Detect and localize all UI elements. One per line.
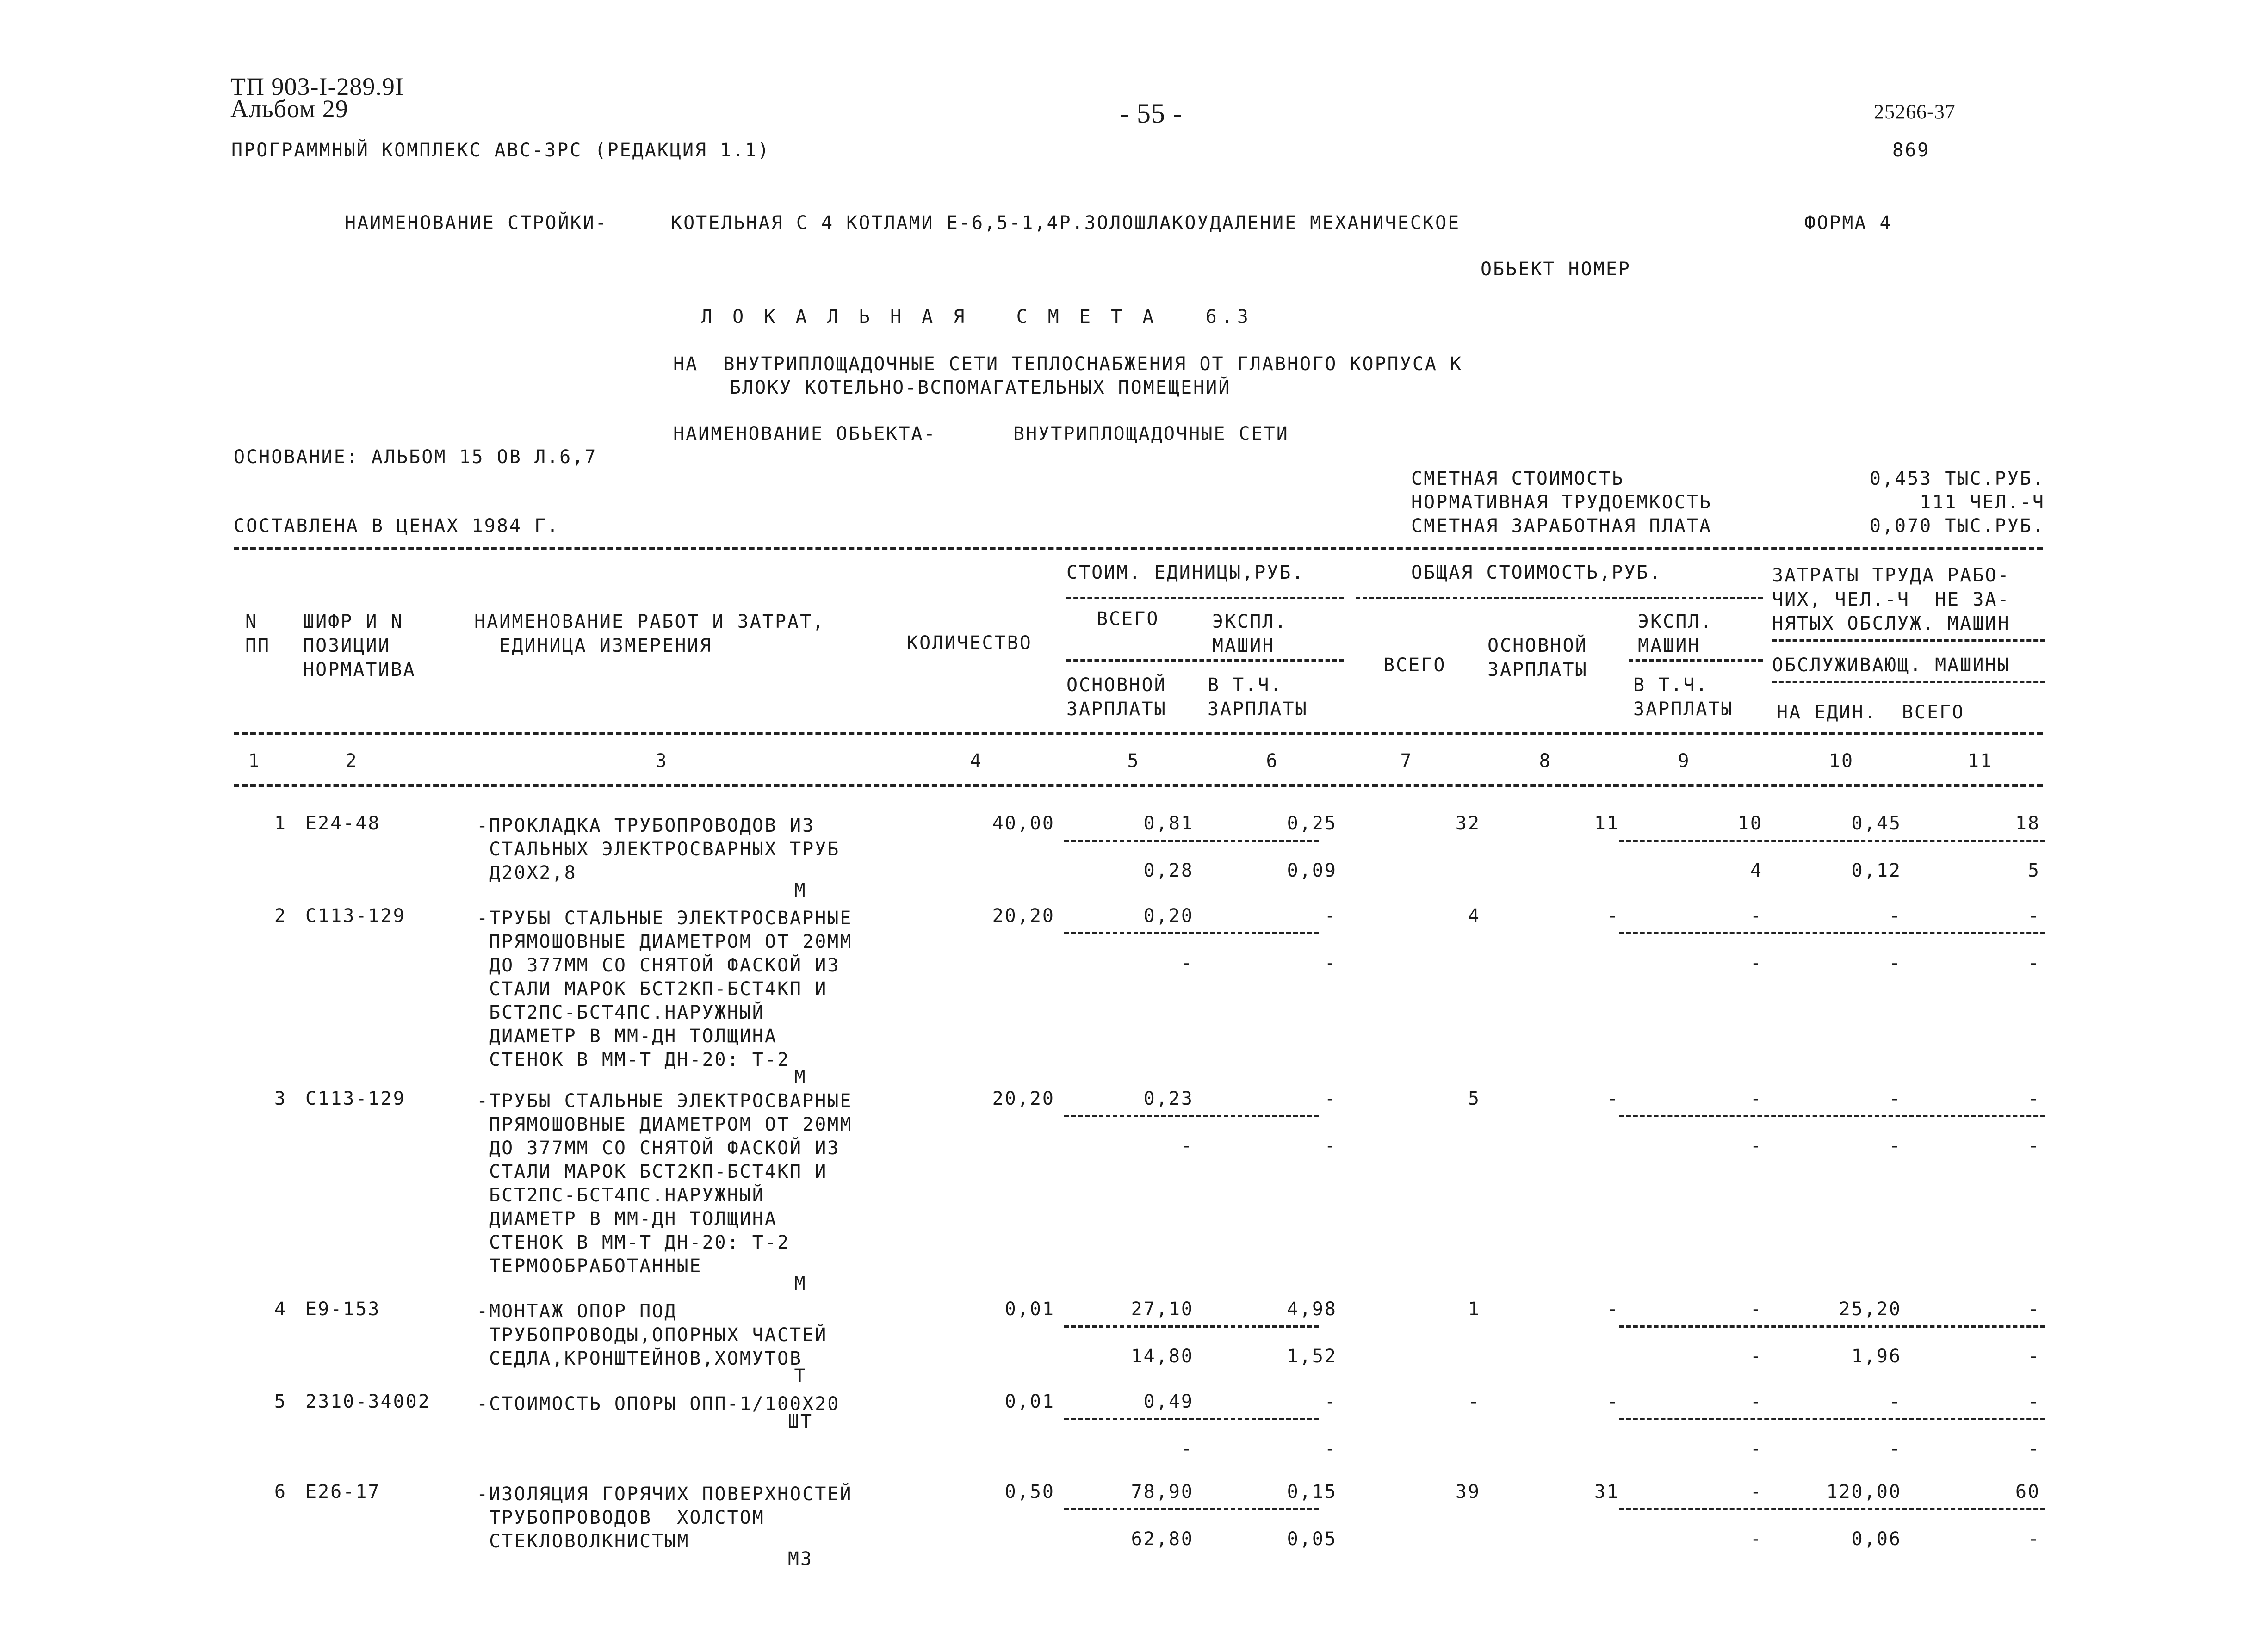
row-wage-col6: 0,05 bbox=[1287, 1528, 1337, 1550]
row-value-col10: - bbox=[1889, 1391, 1902, 1412]
row-value-col8: - bbox=[1606, 1088, 1619, 1109]
row-wage-col10: - bbox=[1889, 1438, 1902, 1460]
row-value-col6: 4,98 bbox=[1287, 1299, 1337, 1320]
row-work-name: -МОНТАЖ ОПОР ПОД ТРУБОПРОВОДЫ,ОПОРНЫХ ЧАСТЕЙ СЕДЛА,КРОНШТЕЙНОВ,ХОМУТОВ bbox=[477, 1301, 828, 1369]
row-sub-rule bbox=[1619, 1325, 2045, 1328]
row-wage-col10: 1,96 bbox=[1851, 1346, 1902, 1367]
row-value-col10: 120,00 bbox=[1826, 1481, 1902, 1503]
row-wage-col10: 0,06 bbox=[1851, 1528, 1902, 1550]
header-total-cost: ОБЩАЯ СТОИМОСТЬ,РУБ. bbox=[1411, 562, 1662, 583]
row-wage-col10: 0,12 bbox=[1851, 860, 1902, 881]
header-labor-rule bbox=[1772, 639, 2045, 642]
sheet-number: 869 bbox=[1892, 140, 1930, 161]
row-sub-rule bbox=[1619, 1418, 2045, 1420]
header-total-incl-wages: В Т.Ч. ЗАРПЛАТЫ bbox=[1633, 674, 1734, 720]
row-code: Е24-48 bbox=[305, 813, 381, 834]
row-number: 5 bbox=[274, 1391, 287, 1412]
header-unit-cost: СТОИМ. ЕДИНИЦЫ,РУБ. bbox=[1066, 562, 1305, 583]
row-wage-col9: 4 bbox=[1750, 860, 1763, 881]
row-code: 2310-34002 bbox=[305, 1391, 431, 1412]
row-value-col7: 4 bbox=[1468, 905, 1481, 927]
row-wage-col11: - bbox=[2027, 1346, 2040, 1367]
header-name: НАИМЕНОВАНИЕ РАБОТ И ЗАТРАТ, ЕДИНИЦА ИЗМЕРЕНИЯ bbox=[474, 611, 825, 656]
row-value-col5: 0,23 bbox=[1143, 1088, 1194, 1109]
row-wage-col5: - bbox=[1181, 1135, 1194, 1157]
row-sub-rule bbox=[1619, 840, 2045, 842]
header-unit-machines: ЭКСПЛ. МАШИН bbox=[1212, 611, 1288, 656]
colnum-7: 7 bbox=[1400, 750, 1413, 772]
row-number: 1 bbox=[274, 813, 287, 834]
row-value-col11: 18 bbox=[2015, 813, 2040, 834]
archive-number: 25266-37 bbox=[1874, 100, 1956, 123]
summary-value-wages: 0,070 ТЫС.РУБ. bbox=[1869, 515, 2045, 537]
header-unit-wages: ОСНОВНОЙ ЗАРПЛАТЫ bbox=[1066, 674, 1167, 720]
row-sub-rule bbox=[1619, 1508, 2045, 1510]
row-wage-col9: - bbox=[1750, 1528, 1763, 1550]
header-code: ШИФР И N ПОЗИЦИИ НОРМАТИВА bbox=[303, 611, 416, 680]
summary-value-labor: 111 ЧЕЛ.-Ч bbox=[1920, 492, 2045, 513]
row-value-col10: - bbox=[1889, 1088, 1902, 1109]
header-labor-machines: ОБСЛУЖИВАЮЩ. МАШИНЫ bbox=[1772, 655, 2010, 676]
row-value-col6: - bbox=[1324, 905, 1337, 927]
row-wage-col5: - bbox=[1181, 952, 1194, 974]
header-unit-incl-wages: В Т.Ч. ЗАРПЛАТЫ bbox=[1208, 674, 1308, 720]
row-unit: М bbox=[794, 880, 807, 901]
row-unit: М bbox=[794, 1067, 807, 1088]
row-work-name: -ТРУБЫ СТАЛЬНЫЕ ЭЛЕКТРОСВАРНЫЕ ПРЯМОШОВНЫЕ ДИАМЕТРОМ ОТ 20ММ ДО 377ММ СО СНЯТОЙ ФАСКОЙ ИЗ СТАЛИ МАРОК БСТ2КП-БСТ4КП И БСТ2ПС-БСТ4ПС.НАРУЖНЫЙ ДИАМЕТР В ММ-ДН ТОЛЩИНА СТЕНОК В ММ-Т ДН-20: Т-2 ТЕРМООБРАБОТАННЫЕ bbox=[477, 1090, 853, 1277]
row-value-col11: 60 bbox=[2015, 1481, 2040, 1503]
row-value-col6: - bbox=[1324, 1088, 1337, 1109]
row-value-col5: 0,20 bbox=[1143, 905, 1194, 927]
row-wage-col10: - bbox=[1889, 952, 1902, 974]
row-wage-col6: - bbox=[1324, 1135, 1337, 1157]
row-sub-rule bbox=[1619, 1115, 2045, 1117]
object-number-label: ОБЬЕКТ НОМЕР bbox=[1481, 259, 1631, 280]
row-sub-rule bbox=[1064, 840, 1319, 842]
summary-label-wages: СМЕТНАЯ ЗАРАБОТНАЯ ПЛАТА bbox=[1411, 515, 1712, 537]
colnum-2: 2 bbox=[345, 750, 358, 772]
row-value-col9: 10 bbox=[1737, 813, 1763, 834]
row-value-col9: - bbox=[1750, 1299, 1763, 1320]
header-labor-split: НА ЕДИН. ВСЕГО bbox=[1777, 702, 1965, 723]
row-unit: М bbox=[794, 1273, 807, 1294]
row-wage-col9: - bbox=[1750, 952, 1763, 974]
row-unit: ШТ bbox=[787, 1411, 813, 1432]
object-label: НАИМЕНОВАНИЕ ОБЬЕКТА- bbox=[673, 423, 936, 445]
colnum-10: 10 bbox=[1828, 750, 1854, 772]
row-number: 3 bbox=[274, 1088, 287, 1109]
header-n: N ПП bbox=[245, 611, 271, 656]
row-wage-col11: - bbox=[2027, 1135, 2040, 1157]
row-unit: Т bbox=[794, 1366, 807, 1387]
header-total-wages: ОСНОВНОЙ ЗАРПЛАТЫ bbox=[1487, 635, 1588, 680]
summary-value-cost: 0,453 ТЫС.РУБ. bbox=[1869, 468, 2045, 489]
colnum-5: 5 bbox=[1127, 750, 1140, 772]
row-wage-col11: - bbox=[2027, 1438, 2040, 1460]
row-value-col10: - bbox=[1889, 905, 1902, 927]
colnum-11: 11 bbox=[1967, 750, 1993, 772]
row-value-col6: - bbox=[1324, 1391, 1337, 1412]
summary-label-labor: НОРМАТИВНАЯ ТРУДОЕМКОСТЬ bbox=[1411, 492, 1712, 513]
header-total-all: ВСЕГО bbox=[1383, 655, 1446, 676]
row-wage-col5: 62,80 bbox=[1131, 1528, 1194, 1550]
row-value-col7: 32 bbox=[1455, 813, 1481, 834]
row-wage-col5: 0,28 bbox=[1143, 860, 1194, 881]
program-name: ПРОГРАММНЫЙ КОМПЛЕКС АВС-3РС (РЕДАКЦИЯ 1.1) bbox=[231, 140, 770, 161]
row-value-col11: - bbox=[2027, 905, 2040, 927]
row-value-col6: 0,15 bbox=[1287, 1481, 1337, 1503]
row-wage-col6: - bbox=[1324, 1438, 1337, 1460]
row-code: Е9-153 bbox=[305, 1299, 381, 1320]
row-value-col11: - bbox=[2027, 1299, 2040, 1320]
row-quantity: 40,00 bbox=[992, 813, 1055, 834]
colnum-8: 8 bbox=[1539, 750, 1552, 772]
row-value-col9: - bbox=[1750, 905, 1763, 927]
row-value-col10: 0,45 bbox=[1851, 813, 1902, 834]
header-total-sub-rule bbox=[1629, 659, 1763, 662]
row-wage-col11: - bbox=[2027, 1528, 2040, 1550]
row-value-col5: 27,10 bbox=[1131, 1299, 1194, 1320]
row-sub-rule bbox=[1064, 932, 1319, 934]
row-value-col9: - bbox=[1750, 1391, 1763, 1412]
row-sub-rule bbox=[1064, 1418, 1319, 1420]
header-total-cost-rule bbox=[1356, 597, 1763, 599]
header-unit-cost-rule bbox=[1066, 597, 1344, 599]
row-wage-col5: 14,80 bbox=[1131, 1346, 1194, 1367]
summary-label-cost: СМЕТНАЯ СТОИМОСТЬ bbox=[1411, 468, 1624, 489]
doc-code: ТП 903-I-289.9I bbox=[230, 73, 404, 100]
row-wage-col9: - bbox=[1750, 1346, 1763, 1367]
row-quantity: 0,01 bbox=[1004, 1299, 1055, 1320]
row-wage-col6: - bbox=[1324, 952, 1337, 974]
row-wage-col9: - bbox=[1750, 1135, 1763, 1157]
row-value-col10: 25,20 bbox=[1839, 1299, 1902, 1320]
row-value-col5: 78,90 bbox=[1131, 1481, 1194, 1503]
header-labor-sub-rule bbox=[1772, 681, 2045, 683]
construction-name: КОТЕЛЬНАЯ С 4 КОТЛАМИ Е-6,5-1,4Р.ЗОЛОШЛАКОУДАЛЕНИЕ МЕХАНИЧЕСКОЕ bbox=[671, 212, 1461, 234]
row-wage-col5: - bbox=[1181, 1438, 1194, 1460]
row-value-col11: - bbox=[2027, 1088, 2040, 1109]
row-wage-col11: 5 bbox=[2027, 860, 2040, 881]
row-quantity: 20,20 bbox=[992, 905, 1055, 927]
prices-year: СОСТАВЛЕНА В ЦЕНАХ 1984 Г. bbox=[234, 515, 560, 537]
row-work-name: -СТОИМОСТЬ ОПОРЫ ОПП-1/100Х20 bbox=[477, 1393, 840, 1415]
row-value-col5: 0,49 bbox=[1143, 1391, 1194, 1412]
subject-line-2: БЛОКУ КОТЕЛЬНО-ВСПОМАГАТЕЛЬНЫХ ПОМЕЩЕНИЙ bbox=[730, 377, 1231, 398]
header-labor: ЗАТРАТЫ ТРУДА РАБО- ЧИХ, ЧЕЛ.-Ч НЕ ЗА- НЯТЫХ ОБСЛУЖ. МАШИН bbox=[1772, 565, 2010, 634]
row-wage-col9: - bbox=[1750, 1438, 1763, 1460]
row-quantity: 0,01 bbox=[1004, 1391, 1055, 1412]
row-value-col8: - bbox=[1606, 905, 1619, 927]
row-wage-col10: - bbox=[1889, 1135, 1902, 1157]
form-label: ФОРМА 4 bbox=[1804, 212, 1892, 234]
row-wage-col6: 1,52 bbox=[1287, 1346, 1337, 1367]
album-label: Альбом 29 bbox=[230, 95, 348, 123]
row-work-name: -ПРОКЛАДКА ТРУБОПРОВОДОВ ИЗ СТАЛЬНЫХ ЭЛЕКТРОСВАРНЫХ ТРУБ Д20Х2,8 bbox=[477, 815, 840, 884]
row-quantity: 0,50 bbox=[1004, 1481, 1055, 1503]
row-sub-rule bbox=[1064, 1508, 1319, 1510]
row-value-col5: 0,81 bbox=[1143, 813, 1194, 834]
column-numbers-rule bbox=[234, 784, 2043, 787]
row-value-col8: - bbox=[1606, 1391, 1619, 1412]
colnum-4: 4 bbox=[970, 750, 983, 772]
row-work-name: -ТРУБЫ СТАЛЬНЫЕ ЭЛЕКТРОСВАРНЫЕ ПРЯМОШОВНЫЕ ДИАМЕТРОМ ОТ 20ММ ДО 377ММ СО СНЯТОЙ ФАСКОЙ ИЗ СТАЛИ МАРОК БСТ2КП-БСТ4КП И БСТ2ПС-БСТ4ПС.НАРУЖНЫЙ ДИАМЕТР В ММ-ДН ТОЛЩИНА СТЕНОК В ММ-Т ДН-20: Т-2 bbox=[477, 908, 853, 1070]
header-unit-total: ВСЕГО bbox=[1097, 608, 1159, 630]
colnum-1: 1 bbox=[248, 750, 261, 772]
row-value-col7: 39 bbox=[1455, 1481, 1481, 1503]
row-number: 4 bbox=[274, 1299, 287, 1320]
header-total-machines: ЭКСПЛ. МАШИН bbox=[1638, 611, 1713, 656]
row-value-col7: 1 bbox=[1468, 1299, 1481, 1320]
row-value-col7: - bbox=[1468, 1391, 1481, 1412]
row-code: Е26-17 bbox=[305, 1481, 381, 1503]
page-number: - 55 - bbox=[1120, 98, 1183, 129]
row-quantity: 20,20 bbox=[992, 1088, 1055, 1109]
colnum-6: 6 bbox=[1266, 750, 1279, 772]
table-top-rule bbox=[234, 547, 2043, 550]
row-wage-col6: 0,09 bbox=[1287, 860, 1337, 881]
row-wage-col11: - bbox=[2027, 952, 2040, 974]
header-unit-sub-rule bbox=[1066, 659, 1344, 662]
row-value-col6: 0,25 bbox=[1287, 813, 1337, 834]
construction-label: НАИМЕНОВАНИЕ СТРОЙКИ- bbox=[345, 212, 608, 234]
row-code: С113-129 bbox=[305, 1088, 406, 1109]
colnum-9: 9 bbox=[1678, 750, 1691, 772]
document-title: Л О К А Л Ь Н А Я С М Е Т А 6.3 bbox=[701, 306, 1253, 328]
row-number: 6 bbox=[274, 1481, 287, 1503]
row-value-col8: 11 bbox=[1594, 813, 1619, 834]
row-value-col9: - bbox=[1750, 1088, 1763, 1109]
row-unit: М3 bbox=[787, 1548, 813, 1570]
row-sub-rule bbox=[1064, 1325, 1319, 1328]
row-sub-rule bbox=[1619, 932, 2045, 934]
header-bottom-rule bbox=[234, 732, 2043, 735]
row-work-name: -ИЗОЛЯЦИЯ ГОРЯЧИХ ПОВЕРХНОСТЕЙ ТРУБОПРОВОДОВ ХОЛСТОМ СТЕКЛОВОЛКНИСТЫМ bbox=[477, 1484, 853, 1552]
row-value-col8: - bbox=[1606, 1299, 1619, 1320]
object-name: ВНУТРИПЛОЩАДОЧНЫЕ СЕТИ bbox=[1013, 423, 1289, 445]
row-value-col9: - bbox=[1750, 1481, 1763, 1503]
subject-line-1: НА ВНУТРИПЛОЩАДОЧНЫЕ СЕТИ ТЕПЛОСНАБЖЕНИЯ ОТ ГЛАВНОГО КОРПУСА К bbox=[673, 353, 1463, 375]
colnum-3: 3 bbox=[655, 750, 668, 772]
basis-line: ОСНОВАНИЕ: АЛЬБОМ 15 ОВ Л.6,7 bbox=[234, 446, 597, 468]
row-code: С113-129 bbox=[305, 905, 406, 927]
row-value-col11: - bbox=[2027, 1391, 2040, 1412]
row-value-col7: 5 bbox=[1468, 1088, 1481, 1109]
header-qty: КОЛИЧЕСТВО bbox=[907, 632, 1032, 654]
row-value-col8: 31 bbox=[1594, 1481, 1619, 1503]
row-sub-rule bbox=[1064, 1115, 1319, 1117]
row-number: 2 bbox=[274, 905, 287, 927]
